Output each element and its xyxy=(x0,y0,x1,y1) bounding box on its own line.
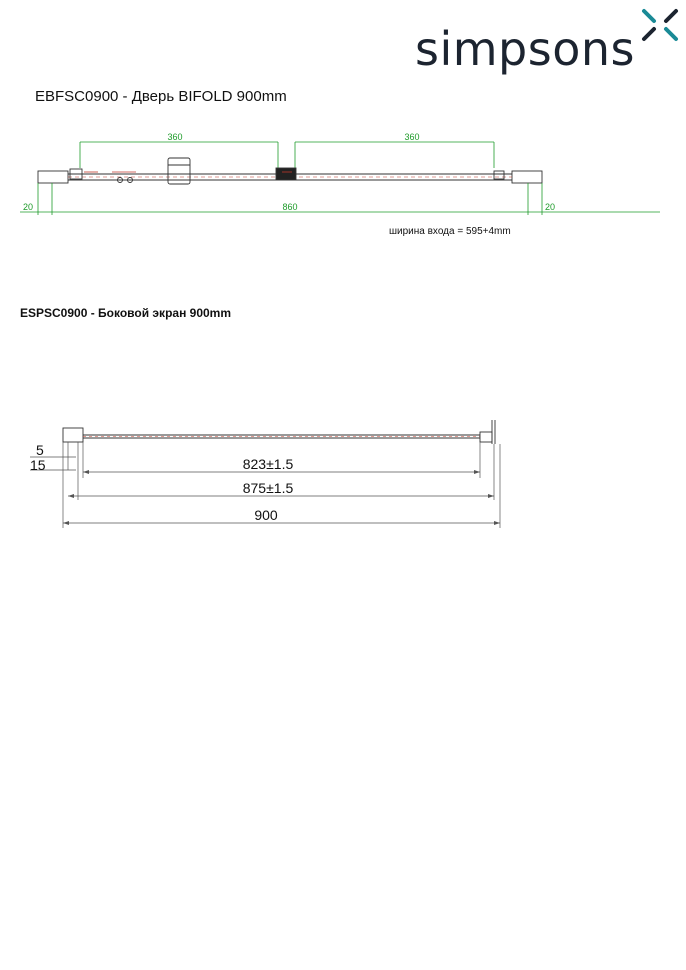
dim-left-end: 20 xyxy=(22,202,34,212)
dim-large-offset: 15 xyxy=(30,457,46,473)
brand-logo-text: simpsons xyxy=(415,22,635,76)
door-title: EBFSC0900 - Дверь BIFOLD 900mm xyxy=(35,88,287,105)
dim-left-panel: 360 xyxy=(167,132,183,142)
dim-small-offset: 5 xyxy=(36,442,44,458)
entry-width-note: ширина входа = 595+4mm xyxy=(389,226,511,237)
bottom-dimension-lines xyxy=(20,183,660,215)
bifold-door-drawing xyxy=(0,120,686,220)
dim-right-panel: 360 xyxy=(404,132,420,142)
side-screen-drawing xyxy=(0,410,686,540)
door-profile xyxy=(38,158,542,184)
dim-inner: 875±1.5 xyxy=(242,480,294,496)
dim-overall: 860 xyxy=(282,202,298,212)
side-screen-title: ESPSC0900 - Боковой экран 900mm xyxy=(20,306,232,320)
dim-overall-side: 900 xyxy=(254,507,278,523)
top-dimension-lines xyxy=(80,142,494,168)
arrowheads xyxy=(63,470,500,525)
dim-right-end: 20 xyxy=(544,202,556,212)
side-screen-profile xyxy=(63,420,495,444)
brand-x-icon xyxy=(640,8,680,42)
dim-glass: 823±1.5 xyxy=(242,456,294,472)
